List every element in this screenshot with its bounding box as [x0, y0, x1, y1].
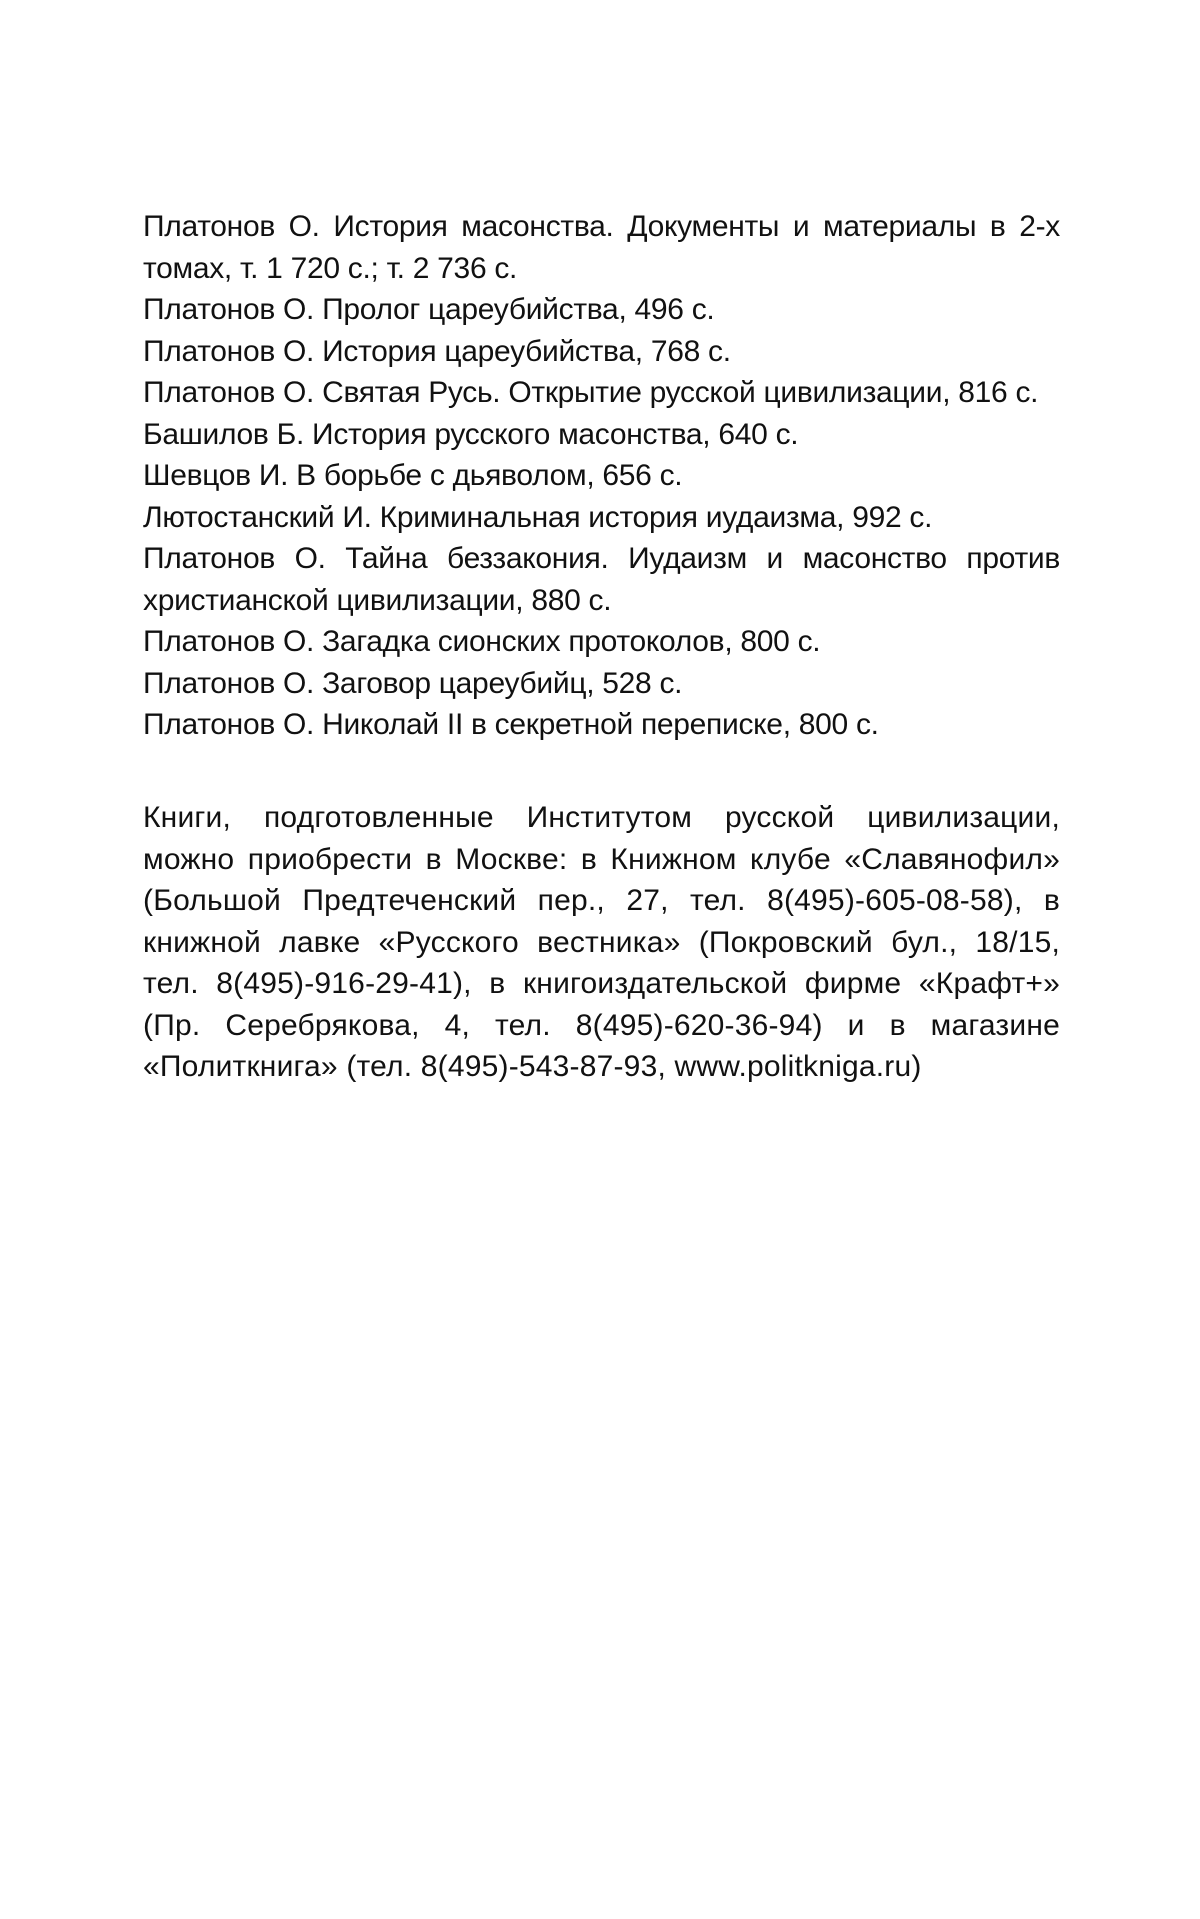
book-list-item: Платонов О. История масонства. Документы и материалы в 2-х томах, т. 1 720 с.; т. 2 736 с. — [143, 210, 1060, 285]
book-list-item: Лютостанский И. Криминальная история иудаизма, 992 с. — [143, 500, 933, 534]
book-list-item: Шевцов И. В борьбе с дьяволом, 656 с. — [143, 459, 683, 492]
book-list-item: Платонов О. Загадка сионских протоколов, 800 с. — [143, 625, 821, 658]
book-list — [143, 206, 1060, 746]
bookstore-notice: Книги, подготовленные Институтом русской цивилизации, можно приобрести в Москве: в Книжном клубе «Славянофил» (Большой Предтеченский пер., 27, тел. 8(495)-605-08-58), в книжной лавке «Русского вестника» (Покровский бул., 18/15, тел. 8(495)-916-29-41), в книгоиздательской фирме «Крафт+» (Пр. Серебрякова, 4, тел. 8(495)-620-36-94) и в магазине «Политкнига» (тел. 8(495)-543-87-93, www.politkniga.ru) — [143, 801, 1060, 1083]
book-list-item: Платонов О. Заговор цареубийц, 528 с. — [143, 666, 683, 700]
book-list-item: Платонов О. Николай II в секретной переписке, 800 с. — [143, 708, 879, 741]
book-list-item: Башилов Б. История русского масонства, 640 с. — [143, 417, 799, 451]
book-list-item: Платонов О. История цареубийства, 768 с. — [143, 334, 731, 368]
book-list-item: Платонов О. Пролог цареубийства, 496 с. — [143, 293, 715, 326]
book-list-item: Платонов О. Святая Русь. Открытие русской цивилизации, 816 с. — [143, 376, 1039, 409]
book-list-item: Платонов О. Тайна беззакония. Иудаизм и масонство против христианской цивилизации, 880 с. — [143, 542, 1060, 617]
